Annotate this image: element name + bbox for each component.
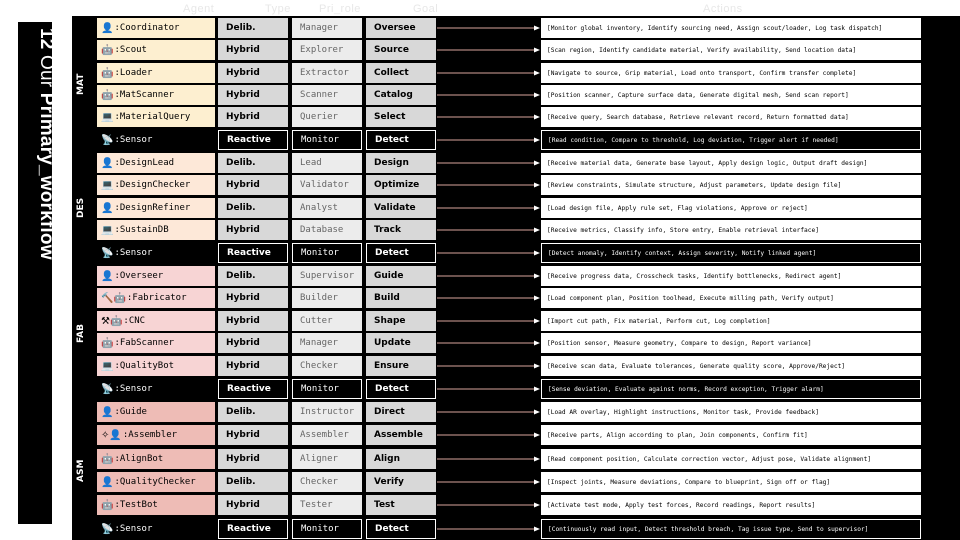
goal-cell: Catalog [366, 85, 436, 105]
tools-robot-icon: ⚒🤖 [101, 315, 123, 327]
arrow-head [534, 296, 540, 301]
role-cell: Querier [292, 107, 362, 127]
agent-name: :DesignChecker [114, 180, 191, 190]
type-cell: Hybrid [218, 495, 288, 515]
role-cell: Tester [292, 495, 362, 515]
role-cell: Builder [292, 288, 362, 308]
arrow-head [534, 48, 540, 53]
type-cell: Reactive [218, 243, 288, 263]
group-label-asm: ASM [76, 459, 86, 483]
agent-name: :Fabricator [126, 293, 187, 303]
type-cell: Reactive [218, 379, 288, 399]
role-cell: Instructor [292, 402, 362, 422]
goal-cell: Source [366, 40, 436, 60]
agent-name: :Overseer [114, 271, 164, 281]
robot-icon: 🤖 [101, 499, 114, 511]
agent-name: :Sensor [114, 135, 153, 145]
satellite-icon: 📡 [101, 523, 114, 535]
type-cell: Delib. [218, 266, 288, 286]
type-cell: Hybrid [218, 311, 288, 331]
role-cell: Monitor [292, 379, 362, 399]
person-icon: 👤 [101, 202, 114, 214]
actions-cell: [Activate test mode, Apply test forces, Record readings, Report results] [541, 495, 921, 515]
header-type: Type [265, 3, 291, 15]
arrow-head [534, 527, 540, 532]
actions-cell: [Continuously read input, Detect threshold breach, Tag issue type, Send to supervisor] [541, 519, 921, 539]
type-cell: Reactive [218, 130, 288, 150]
type-cell: Hybrid [218, 333, 288, 353]
actions-cell: [Position sensor, Measure geometry, Compare to design, Report variance] [541, 333, 921, 353]
laptop-icon: 💻 [101, 111, 114, 123]
goal-cell: Validate [366, 198, 436, 218]
role-cell: Validator [292, 175, 362, 195]
actions-cell: [Read condition, Compare to threshold, Log deviation, Trigger alert if needed] [541, 130, 921, 150]
goal-cell: Detect [366, 379, 436, 399]
group-label-des: DES [76, 197, 86, 219]
type-cell: Hybrid [218, 85, 288, 105]
role-cell: Manager [292, 333, 362, 353]
type-cell: Hybrid [218, 425, 288, 445]
agent-name: :DesignLead [114, 158, 175, 168]
agent-name: :Sensor [114, 524, 153, 534]
laptop-icon: 💻 [101, 179, 114, 191]
type-cell: Hybrid [218, 356, 288, 376]
actions-cell: [Detect anomaly, Identify context, Assign severity, Notify linked agent] [541, 243, 921, 263]
satellite-icon: 📡 [101, 247, 114, 259]
role-cell: Monitor [292, 130, 362, 150]
agent-name: :Assembler [122, 430, 178, 440]
robot-icon: 🤖 [101, 44, 114, 56]
type-cell: Hybrid [218, 220, 288, 240]
agent-name: :Guide [114, 407, 147, 417]
goal-cell: Design [366, 153, 436, 173]
header-agent: Agent [183, 3, 215, 15]
agent-name: :FabScanner [114, 338, 175, 348]
role-cell: Extractor [292, 63, 362, 83]
agent-name: :QualityChecker [114, 477, 196, 487]
agent-name: :DesignRefiner [114, 203, 191, 213]
actions-cell: [Position scanner, Capture surface data, Generate digital mesh, Send scan report] [541, 85, 921, 105]
agent-name: :MatScanner [114, 90, 175, 100]
type-cell: Delib. [218, 198, 288, 218]
goal-cell: Assemble [366, 425, 436, 445]
sparkle-person-icon: ✧👤 [101, 429, 122, 441]
arrow-head [534, 503, 540, 508]
actions-cell: [Receive query, Search database, Retrieve relevant record, Return formatted data] [541, 107, 921, 127]
agent-name: :Loader [114, 68, 153, 78]
goal-cell: Ensure [366, 356, 436, 376]
arrow-head [534, 93, 540, 98]
arrow-head [534, 71, 540, 76]
agent-name: :MaterialQuery [114, 112, 191, 122]
role-cell: Analyst [292, 198, 362, 218]
type-cell: Hybrid [218, 449, 288, 469]
arrow-head [534, 274, 540, 279]
goal-cell: Track [366, 220, 436, 240]
arrow-head [534, 387, 540, 392]
arrow-head [534, 138, 540, 143]
type-cell: Delib. [218, 472, 288, 492]
goal-cell: Guide [366, 266, 436, 286]
actions-cell: [Load design file, Apply rule set, Flag violations, Approve or reject] [541, 198, 921, 218]
actions-cell: [Receive scan data, Evaluate tolerances, Generate quality score, Approve/Reject] [541, 356, 921, 376]
role-cell: Scanner [292, 85, 362, 105]
robot-icon: 🤖 [101, 89, 114, 101]
person-icon: 👤 [101, 157, 114, 169]
role-cell: Lead [292, 153, 362, 173]
arrow-head [534, 364, 540, 369]
agent-name: :TestBot [114, 500, 158, 510]
group-label-fab: FAB [76, 324, 86, 344]
title-prefix: Our [36, 55, 57, 88]
goal-cell: Direct [366, 402, 436, 422]
arrow-head [534, 341, 540, 346]
type-cell: Hybrid [218, 63, 288, 83]
header-goal: Goal [413, 3, 439, 15]
header-role: Pri_role [319, 3, 361, 15]
arrow-head [534, 183, 540, 188]
actions-cell: [Sense deviation, Evaluate against norms, Record exception, Trigger alarm] [541, 379, 921, 399]
arrow-head [534, 251, 540, 256]
actions-cell: [Monitor global inventory, Identify sourcing need, Assign scout/loader, Log task dispatch] [541, 18, 921, 38]
goal-cell: Shape [366, 311, 436, 331]
person-icon: 👤 [101, 270, 114, 282]
agent-name: :AlignBot [114, 454, 164, 464]
goal-cell: Test [366, 495, 436, 515]
actions-cell: [Navigate to source, Grip material, Load onto transport, Confirm transfer complete] [541, 63, 921, 83]
actions-cell: [Receive metrics, Classify info, Store entry, Enable retrieval interface] [541, 220, 921, 240]
type-cell: Hybrid [218, 107, 288, 127]
arrow-head [534, 410, 540, 415]
role-cell: Aligner [292, 449, 362, 469]
goal-cell: Update [366, 333, 436, 353]
robot-icon: 🤖 [101, 337, 114, 349]
actions-cell: [Load component plan, Position toolhead, Execute milling path, Verify output] [541, 288, 921, 308]
satellite-icon: 📡 [101, 134, 114, 146]
goal-cell: Build [366, 288, 436, 308]
role-cell: Supervisor [292, 266, 362, 286]
arrow-head [534, 457, 540, 462]
actions-cell: [Inspect joints, Measure deviations, Compare to blueprint, Sign off or flag] [541, 472, 921, 492]
title-main: Primary_workflow [36, 92, 57, 260]
arrow-head [534, 26, 540, 31]
goal-cell: Collect [366, 63, 436, 83]
type-cell: Reactive [218, 519, 288, 539]
role-cell: Checker [292, 472, 362, 492]
actions-cell: [Load AR overlay, Highlight instructions, Monitor task, Provide feedback] [541, 402, 921, 422]
type-cell: Delib. [218, 153, 288, 173]
actions-cell: [Receive material data, Generate base layout, Apply design logic, Output draft design] [541, 153, 921, 173]
agent-name: :Sensor [114, 248, 153, 258]
actions-cell: [Receive parts, Align according to plan, Join components, Confirm fit] [541, 425, 921, 445]
type-cell: Hybrid [218, 40, 288, 60]
arrow-head [534, 206, 540, 211]
agent-name: :SustainDB [114, 225, 169, 235]
type-cell: Hybrid [218, 288, 288, 308]
robot-icon: 🤖 [101, 67, 114, 79]
role-cell: Cutter [292, 311, 362, 331]
person-icon: 👤 [101, 406, 114, 418]
role-cell: Database [292, 220, 362, 240]
agent-name: :Scout [114, 45, 147, 55]
arrow-head [534, 433, 540, 438]
actions-cell: [Import cut path, Fix material, Perform cut, Log completion] [541, 311, 921, 331]
actions-cell: [Read component position, Calculate correction vector, Adjust pose, Validate alignment] [541, 449, 921, 469]
satellite-icon: 📡 [101, 383, 114, 395]
role-cell: Explorer [292, 40, 362, 60]
goal-cell: Detect [366, 519, 436, 539]
role-cell: Monitor [292, 519, 362, 539]
goal-cell: Detect [366, 130, 436, 150]
goal-cell: Align [366, 449, 436, 469]
role-cell: Checker [292, 356, 362, 376]
role-cell: Monitor [292, 243, 362, 263]
agent-name: :Coordinator [114, 23, 180, 33]
robot-icon: 🤖 [101, 453, 114, 465]
goal-cell: Verify [366, 472, 436, 492]
goal-cell: Oversee [366, 18, 436, 38]
type-cell: Hybrid [218, 175, 288, 195]
goal-cell: Select [366, 107, 436, 127]
laptop-icon: 💻 [101, 360, 114, 372]
page-number: 12 [36, 28, 57, 50]
goal-cell: Detect [366, 243, 436, 263]
type-cell: Delib. [218, 18, 288, 38]
laptop-icon: 💻 [101, 224, 114, 236]
arrow-head [534, 319, 540, 324]
group-label-mat: MAT [76, 73, 86, 95]
actions-cell: [Scan region, Identify candidate material, Verify availability, Send location data] [541, 40, 921, 60]
goal-cell: Optimize [366, 175, 436, 195]
actions-cell: [Receive progress data, Crosscheck tasks, Identify bottlenecks, Redirect agent] [541, 266, 921, 286]
agent-name: :CNC [123, 316, 146, 326]
person-icon: 👤 [101, 476, 114, 488]
agent-name: :Sensor [114, 384, 153, 394]
actions-cell: [Review constraints, Simulate structure, Adjust parameters, Update design file] [541, 175, 921, 195]
role-cell: Manager [292, 18, 362, 38]
person-icon: 👤 [101, 22, 114, 34]
arrow-head [534, 480, 540, 485]
arrow-head [534, 228, 540, 233]
role-cell: Assembler [292, 425, 362, 445]
header-actions: Actions [703, 3, 743, 15]
hammer-robot-icon: 🔨🤖 [101, 292, 126, 304]
arrow-head [534, 115, 540, 120]
type-cell: Delib. [218, 402, 288, 422]
arrow-head [534, 161, 540, 166]
agent-name: :QualityBot [114, 361, 175, 371]
